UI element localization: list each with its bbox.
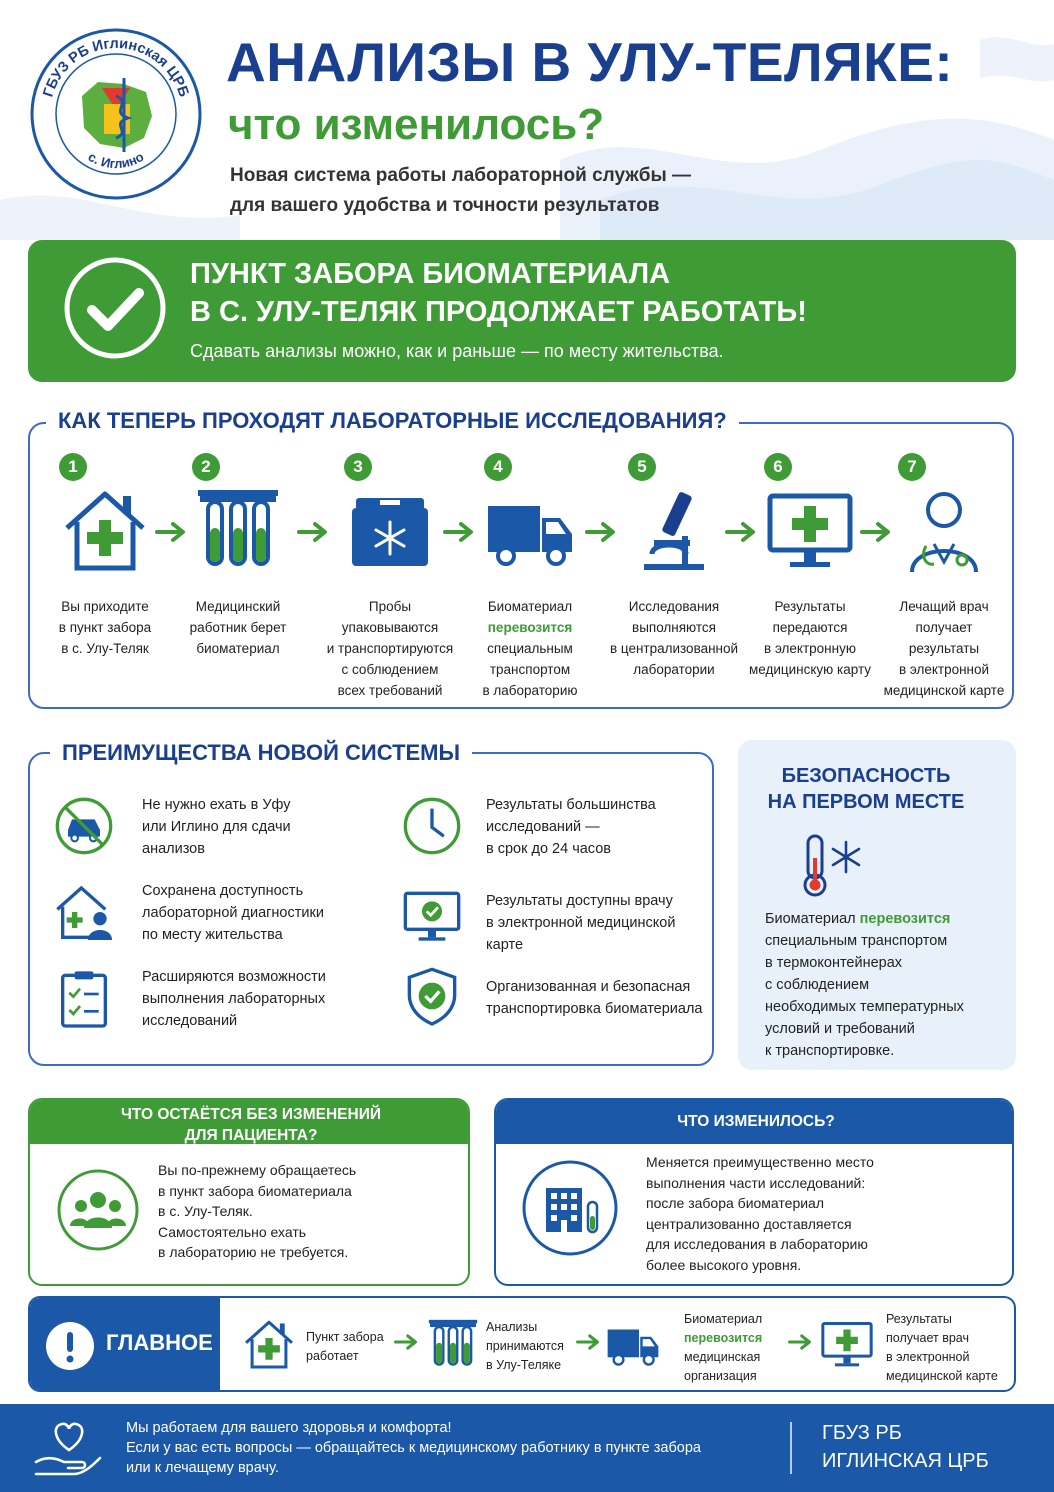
page-title: АНАЛИЗЫ В УЛУ-ТЕЛЯКЕ: <box>226 31 954 93</box>
step-line: работник берет <box>189 620 287 635</box>
arrow-right-icon <box>297 520 331 544</box>
summary-item-text <box>486 1318 564 1375</box>
summary-item-text <box>684 1310 762 1386</box>
summary-line: организация <box>684 1369 757 1383</box>
step-line: лаборатории <box>633 662 715 677</box>
page-subtitle: что изменилось? <box>228 100 605 149</box>
safety-line: Биоматериал перевозится <box>765 911 951 927</box>
safety-line: специальным транспортом <box>765 933 948 949</box>
lab-building-icon <box>520 1158 620 1258</box>
house-cross-icon <box>57 482 153 578</box>
step-number: 4 <box>484 453 512 481</box>
safety-line: с соблюдением <box>765 977 870 993</box>
step-line: в централизованной <box>609 641 739 656</box>
advantage-text <box>142 966 326 1032</box>
summary-label-block <box>30 1298 220 1392</box>
cooler-icon <box>342 482 438 578</box>
step-line: Биоматериал <box>487 599 573 614</box>
summary-line: Результаты <box>886 1312 952 1326</box>
safety-line: к транспортировке. <box>765 1043 895 1059</box>
advantage-line: или Иглино для сдачи <box>142 819 291 835</box>
footer-line-1: Мы работаем для вашего здоровья и комфорта! <box>126 1420 452 1436</box>
arrow-right-icon <box>725 520 759 544</box>
summary-line: работает <box>306 1349 359 1363</box>
shield-check-icon <box>400 964 464 1028</box>
changed-panel <box>494 1098 1014 1286</box>
monitor-check-icon <box>400 884 464 948</box>
step-line: Вы приходите <box>61 599 149 614</box>
unchanged-line: в с. Улу-Теляк. <box>158 1203 253 1219</box>
summary-line: принимаются <box>486 1339 564 1353</box>
advantage-text <box>486 794 656 860</box>
changed-line: централизованно доставляется <box>646 1215 852 1232</box>
monitor-cross-icon <box>762 482 858 578</box>
step-line: выполняются <box>632 620 716 635</box>
arrow-right-icon <box>860 520 894 544</box>
truck-icon <box>604 1315 662 1373</box>
advantage-line: Результаты большинства <box>486 797 656 813</box>
summary-line: в электронной <box>886 1350 970 1364</box>
step-line: медицинской карте <box>883 683 1005 698</box>
step-line: получает <box>915 620 973 635</box>
unchanged-heading-1: ЧТО ОСТАЁТСЯ БЕЗ ИЗМЕНЕНИЙ <box>121 1106 381 1123</box>
clipboard-icon <box>52 966 116 1030</box>
step-line: транспортом <box>489 662 571 677</box>
test-tubes-icon <box>190 482 286 578</box>
advantage-line: в электронной медицинской <box>486 915 676 931</box>
advantage-line: транспортировка биоматериала <box>486 1001 703 1017</box>
arrow-right-icon <box>394 1332 420 1352</box>
advantage-line: карте <box>486 937 524 953</box>
changed-line: после забора биоматериал <box>646 1195 825 1211</box>
doctor-icon <box>896 482 992 578</box>
arrow-right-icon <box>788 1332 814 1352</box>
banner-line-1: ПУНКТ ЗАБОРА БИОМАТЕРИАЛА <box>190 258 671 290</box>
step-line: Лечащий врач <box>899 599 989 614</box>
advantage-line: Организованная и безопасная <box>486 979 691 995</box>
summary-line: медицинской карте <box>886 1369 998 1383</box>
step-line: Результаты <box>774 599 846 614</box>
intro-line-2: для вашего удобства и точности результатов <box>230 195 660 216</box>
arrow-right-icon <box>443 520 477 544</box>
arrow-right-icon <box>576 1332 602 1352</box>
summary-line: медицинская <box>684 1350 761 1364</box>
arrow-right-icon <box>155 520 189 544</box>
clock-icon <box>400 794 464 858</box>
status-banner <box>28 240 1016 382</box>
step-number: 2 <box>192 453 220 481</box>
advantage-line: Результаты доступны врачу <box>486 893 673 909</box>
advantage-line: Сохранена доступность <box>142 883 304 899</box>
arrow-right-icon <box>585 520 619 544</box>
advantage-line: исследований — <box>486 819 600 835</box>
advantage-line: в срок до 24 часов <box>486 841 611 857</box>
logo-arc-top: ГБУЗ РБ Иглинская ЦРБ <box>40 35 192 100</box>
heart-hand-icon <box>34 1420 104 1478</box>
step-line: с соблюдением <box>341 662 439 677</box>
unchanged-heading <box>30 1100 470 1144</box>
footer <box>0 1404 1054 1492</box>
people-icon <box>56 1168 140 1252</box>
step-line: специальным <box>487 641 573 656</box>
footer-line-3: или к лечащему врачу. <box>126 1460 279 1476</box>
step-text <box>37 596 173 659</box>
advantage-line: лабораторной диагностики <box>142 905 324 921</box>
advantage-line: Не нужно ехать в Уфу <box>142 797 291 813</box>
step-line: Пробы упаковываются <box>341 599 439 635</box>
step-line: всех требований <box>337 683 443 698</box>
step-line: в с. Улу-Теляк <box>61 641 149 656</box>
monitor-cross-icon <box>818 1315 876 1373</box>
step-line: в пункт забора <box>58 620 152 635</box>
organization-logo <box>28 26 204 202</box>
house-person-icon <box>52 880 116 944</box>
footer-divider <box>790 1422 792 1474</box>
test-tubes-icon <box>424 1315 482 1373</box>
logo-arc-bottom: с. Иглино <box>85 148 147 172</box>
house-cross-icon <box>240 1315 298 1373</box>
advantage-line: Расширяются возможности <box>142 969 326 985</box>
step-line: в электронной <box>898 662 990 677</box>
advantages-heading: ПРЕИМУЩЕСТВА НОВОЙ СИСТЕМЫ <box>50 740 472 766</box>
unchanged-heading-2: ДЛЯ ПАЦИЕНТА? <box>184 1127 318 1144</box>
unchanged-line: Самостоятельно ехать <box>158 1223 307 1240</box>
truck-icon <box>482 482 578 578</box>
safety-heading-1: БЕЗОПАСНОСТЬ <box>781 765 951 787</box>
step-line: Медицинский <box>195 599 281 614</box>
summary-line: Биоматериал <box>684 1312 763 1326</box>
safety-heading-2: НА ПЕРВОМ МЕСТЕ <box>767 791 965 813</box>
step-line: передаются <box>772 620 848 635</box>
summary-item-text <box>886 1310 998 1386</box>
advantage-line: по месту жительства <box>142 927 283 943</box>
step-number: 6 <box>764 453 792 481</box>
intro-line-1: Новая система работы лабораторной службы — <box>230 165 691 186</box>
summary-label: ГЛАВНОЕ <box>106 1330 213 1355</box>
unchanged-text <box>158 1160 356 1263</box>
no-car-icon <box>52 794 116 858</box>
summary-line: Анализы <box>486 1320 538 1334</box>
safety-panel <box>738 740 1016 1070</box>
advantage-text <box>486 890 675 956</box>
step-line: в электронную <box>764 641 856 656</box>
step-text <box>742 596 878 680</box>
advantage-line: выполнения лабораторных <box>142 991 326 1007</box>
changed-line: более высокого уровня. <box>646 1256 802 1273</box>
footer-org-2: ИГЛИНСКАЯ ЦРБ <box>822 1450 989 1472</box>
footer-org-1: ГБУЗ РБ <box>822 1422 902 1444</box>
banner-line-2: В С. УЛУ-ТЕЛЯК ПРОДОЛЖАЕТ РАБОТАТЬ! <box>190 296 807 328</box>
step-line: биоматериал <box>196 641 280 656</box>
safety-line: необходимых температурных <box>765 999 964 1015</box>
unchanged-line: в пункт забора биоматериала <box>158 1182 352 1199</box>
unchanged-line: в лабораторию не требуется. <box>158 1244 349 1260</box>
thermometer-snow-icon <box>800 832 864 898</box>
step-line: результаты <box>908 641 980 656</box>
footer-line-2: Если у вас есть вопросы — обращайтесь к медицинскому работнику в пункте забора <box>126 1440 701 1456</box>
step-line: медицинскую карту <box>748 662 872 677</box>
changed-text <box>646 1152 874 1275</box>
changed-line: выполнения части исследований: <box>646 1174 866 1191</box>
changed-heading: ЧТО ИЗМЕНИЛОСЬ? <box>496 1100 1014 1144</box>
step-text <box>876 596 1012 701</box>
process-heading: КАК ТЕПЕРЬ ПРОХОДЯТ ЛАБОРАТОРНЫЕ ИССЛЕДОВАНИЯ? <box>46 408 739 434</box>
step-number: 3 <box>344 453 372 481</box>
safety-line: условий и требований <box>765 1021 915 1037</box>
advantage-text <box>486 976 703 1020</box>
step-text <box>170 596 306 659</box>
step-line: перевозится <box>487 620 573 635</box>
step-number: 1 <box>59 453 87 481</box>
summary-line: в Улу-Теляке <box>486 1358 562 1372</box>
summary-strip <box>28 1296 1016 1392</box>
summary-line: получает врач <box>886 1331 969 1345</box>
advantage-line: исследований <box>142 1013 238 1029</box>
safety-text <box>765 908 1015 1062</box>
safety-line: в термоконтейнерах <box>765 955 903 971</box>
exclamation-icon <box>44 1320 96 1372</box>
step-line: и транспортируются <box>326 641 454 656</box>
advantage-line: анализов <box>142 841 205 857</box>
summary-item-text <box>306 1328 384 1366</box>
advantage-text <box>142 794 291 860</box>
changed-line: для исследования в лабораторию <box>646 1236 868 1252</box>
step-number: 5 <box>628 453 656 481</box>
step-line: Исследования <box>628 599 720 614</box>
step-text <box>462 596 598 701</box>
step-text <box>606 596 742 680</box>
unchanged-panel <box>28 1098 470 1286</box>
microscope-icon <box>626 482 722 578</box>
summary-line: Пункт забора <box>306 1330 384 1344</box>
step-text <box>322 596 458 701</box>
banner-line-3: Сдавать анализы можно, как и раньше — по месту жительства. <box>190 341 724 361</box>
check-circle-icon <box>62 255 168 361</box>
advantage-text <box>142 880 324 946</box>
step-number: 7 <box>898 453 926 481</box>
step-line: в лабораторию <box>482 683 578 698</box>
unchanged-line: Вы по-прежнему обращаетесь <box>158 1162 357 1178</box>
changed-line: Меняется преимущественно место <box>646 1154 874 1170</box>
summary-line: перевозится <box>684 1331 763 1345</box>
